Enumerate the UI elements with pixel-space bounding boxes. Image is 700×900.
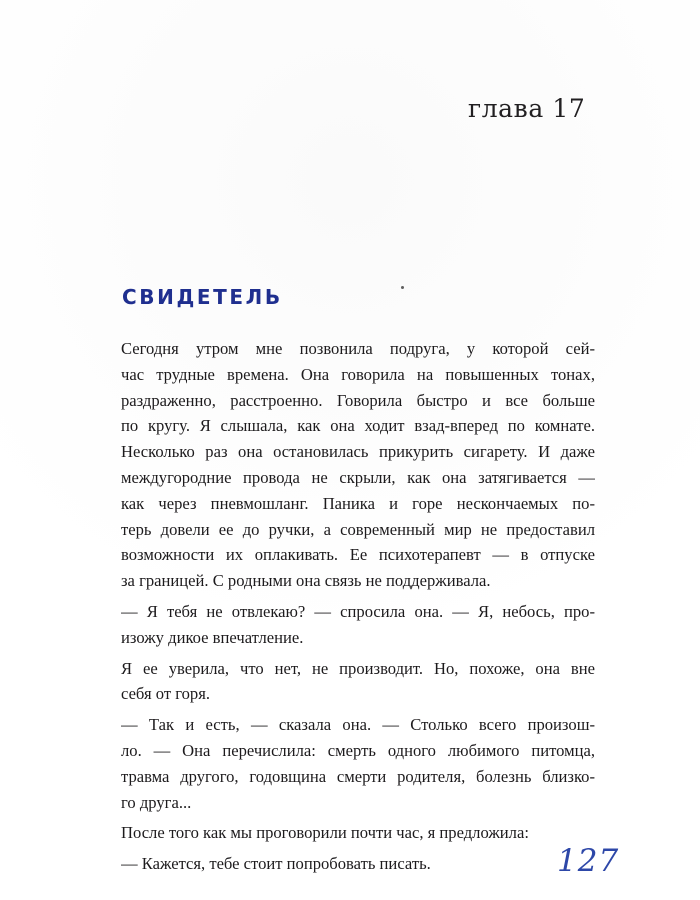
- print-speck: [401, 286, 404, 289]
- body-line: Сегодня утром мне позвонила подруга, у которой сей-: [121, 339, 595, 358]
- body-line: по кругу. Я слышала, как она ходит взад-вперед по комнате.: [121, 416, 595, 436]
- body-line: ло. — Она перечислила: смерть одного любимого питомца,: [121, 740, 595, 760]
- body-line: — Кажется, тебе стоит попробовать писать.: [121, 854, 431, 874]
- body-line: терь довели ее до ручки, а современный мир не предоставил: [121, 519, 595, 539]
- body-line: за границей. С родными она связь не поддерживала.: [121, 571, 491, 591]
- body-line: го друга...: [121, 792, 192, 812]
- body-line: — Так и есть, — сказала она. — Столько всего произош-: [121, 715, 595, 735]
- body-line: раздраженно, расстроенно. Говорила быстро и все больше: [121, 390, 595, 410]
- section-heading: СВИДЕТЕЛЬ: [122, 285, 283, 309]
- body-line: Я ее уверила, что нет, не производит. Но, похоже, она вне: [121, 658, 595, 678]
- page-number: 127: [557, 843, 620, 879]
- body-line: изожу дикое впечатление.: [121, 627, 304, 647]
- body-line: возможности их оплакивать. Ее психотерапевт — в отпуске: [121, 545, 595, 565]
- body-line: себя от горя.: [121, 684, 210, 704]
- body-line: как через пневмошланг. Паника и горе нескончаемых по-: [121, 493, 595, 513]
- body-line: междугородние провода не скрыли, как она затягивается —: [121, 467, 595, 487]
- body-line: травма другого, годовщина смерти родителя, болезнь близко-: [121, 766, 595, 786]
- body-text: [121, 336, 595, 877]
- body-line: Несколько раз она остановилась прикурить сигарету. И даже: [121, 442, 595, 462]
- body-line: час трудные времена. Она говорила на повышенных тонах,: [121, 364, 595, 384]
- chapter-label: глава 17: [468, 94, 586, 123]
- body-line: После того как мы проговорили почти час, я предложила:: [121, 823, 529, 843]
- body-line: — Я тебя не отвлекаю? — спросила она. — Я, небось, про-: [121, 601, 595, 621]
